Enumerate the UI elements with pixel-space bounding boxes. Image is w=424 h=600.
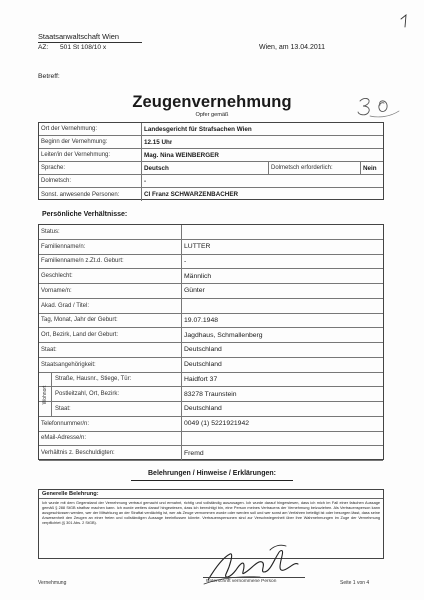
- personal-row-label: Vorname/n:: [41, 287, 72, 294]
- personal-row-label: Familienname/n:: [41, 243, 86, 250]
- instructions-heading: Belehrungen / Hinweise / Erklärungen:: [148, 470, 276, 477]
- personal-row-label: eMail-Adresse/n:: [41, 435, 87, 442]
- personal-row: [39, 299, 383, 314]
- instructions-heading-underline: [131, 480, 293, 481]
- personal-row: [39, 314, 383, 329]
- personal-row-label: Telefonnummer/n:: [41, 420, 90, 427]
- personal-row-value: 83278 Traunstein: [184, 390, 237, 398]
- personal-section-heading: Persönliche Verhältnisse:: [42, 211, 128, 218]
- personal-row-value: 0049 (1) 5221921942: [184, 420, 250, 428]
- hearing-row: [39, 188, 383, 201]
- hearing-row-value: 12.15 Uhr: [144, 138, 173, 146]
- personal-row-label: Postleitzahl, Ort, Bezirk:: [55, 391, 120, 398]
- personal-row-label: Staat:: [41, 346, 57, 353]
- hearing-row-label: Leiter/in der Vernehmung:: [41, 152, 111, 158]
- personal-row-value: [182, 299, 184, 313]
- document-subtitle: Opfer gemäß: [195, 112, 229, 118]
- hearing-row-value: -: [144, 177, 147, 185]
- authority-underline: [38, 42, 142, 43]
- personal-row-label: Geschlecht:: [41, 273, 73, 280]
- personal-row-value: 19.07.1948: [184, 316, 219, 324]
- personal-row-value: [182, 225, 184, 239]
- hearing-row-label: Ort der Vernehmung:: [41, 126, 98, 132]
- hearing-row: [39, 149, 383, 162]
- footer-page-number: Seite 1 von 4: [340, 580, 370, 586]
- az-label: AZ:: [38, 44, 49, 51]
- personal-row-label: Familienname/n z.Zt.d. Geburt:: [41, 258, 124, 265]
- general-instruction-heading: Generelle Belehrung:: [42, 491, 99, 497]
- interpreter-required-value: Nein: [363, 164, 377, 172]
- personal-row-value: Haidfort 37: [184, 375, 218, 383]
- personal-row: [39, 255, 383, 270]
- residence-row: [39, 373, 383, 388]
- hearing-row-label: Beginn der Vernehmung:: [41, 139, 108, 145]
- personal-row-value: LUTTER: [184, 243, 211, 251]
- signature-line: [203, 577, 305, 578]
- hearing-row-label: Sonst. anwesende Personen:: [41, 191, 120, 198]
- document-title: Zeugenvernehmung: [132, 93, 292, 111]
- personal-row: [39, 446, 383, 461]
- personal-row-value: [182, 432, 184, 446]
- hearing-row-value: CI Franz SCHWARZENBACHER: [144, 191, 239, 198]
- residence-row: [39, 385, 383, 405]
- personal-row-value: Deutschland: [184, 361, 222, 369]
- hearing-row: [39, 136, 383, 149]
- personal-row-value: Deutschland: [184, 346, 222, 354]
- personal-row-label: Ort, Bezirk, Land der Geburt:: [41, 332, 119, 339]
- personal-row-label: Verhältnis z. Beschuldigten:: [41, 450, 115, 457]
- personal-row-value: Günter: [184, 287, 205, 295]
- personal-row-label: Akad. Grad / Titel:: [41, 302, 90, 309]
- hearing-row: [39, 162, 383, 175]
- personal-row: [39, 240, 383, 255]
- personal-details-table: [38, 224, 384, 460]
- personal-row: [39, 284, 383, 299]
- personal-row-value: -: [184, 257, 187, 265]
- page-number-mark: [398, 14, 410, 28]
- personal-row-value: Deutschland: [184, 405, 222, 413]
- personal-row-value: Männlich: [184, 272, 212, 280]
- personal-row-value: Jagdhaus, Schmallenberg: [184, 331, 263, 339]
- handwritten-margin-note: [356, 96, 402, 120]
- hearing-row: [39, 175, 383, 188]
- hearing-row-label: Dolmetsch:: [41, 178, 72, 184]
- interpreter-required-label: Dolmetsch erforderlich:: [271, 165, 333, 171]
- signature-caption: Unterschrift vernommene Person: [206, 579, 277, 584]
- hearing-row: [39, 123, 383, 136]
- personal-row: [39, 269, 383, 284]
- general-instruction-divider: [39, 498, 383, 499]
- personal-row-label: Staatsangehörigkeit:: [41, 361, 96, 368]
- personal-row: [39, 328, 383, 343]
- general-instruction-text: Ich wurde mit dem Gegenstand der Vernehmung vertraut gemacht und ermahnt, richtig und vollständig auszusagen. Ich wurde darauf hingewiesen, dass ich mich im Fall einer falschen Aussage gemäß § 288 StGB strafbar machen kann. Ich wurde weiters darauf hingewiesen, dass ich berechtigt bin, eine Person meines Vertrauens der Vernehmung beizuziehen. Als Vertrauensperson kann ausgeschlossen werden, wer der Mitwirkung an der Straftat verdächtig ist, wer als Zeuge vernommen wurde oder werden soll und wer sonst am Verfahren beteiligt ist oder besorgen lässt, dass seine Anwesenheit den Zeugen an einer freien und vollständigen Aussage beeinflussen könnte. Vertrauenspersonen sind zur Verschwiegenheit über ihre Wahrnehmungen im Zuge der Vernehmung verpflichtet (§ 301 Abs. 2 StGB).: [42, 501, 380, 526]
- residence-group-label: Wohnort: [42, 385, 48, 405]
- personal-row-value: Fremd: [184, 449, 204, 457]
- personal-row: [39, 417, 383, 432]
- az-value: 501 St 108/10 x: [60, 44, 107, 51]
- subject-label: Betreff:: [38, 73, 60, 80]
- personal-row-label: Tag, Monat, Jahr der Geburt:: [41, 317, 118, 324]
- personal-row-label: Status:: [41, 228, 60, 235]
- hearing-row-value: Deutsch: [144, 164, 169, 172]
- footer-document-type: Vernehmung: [38, 580, 67, 586]
- authority-name: Staatsanwaltschaft Wien: [38, 32, 119, 41]
- personal-row: [39, 358, 383, 373]
- file-reference: [38, 44, 106, 51]
- hearing-row-value: Mag. Nina WEINBERGER: [144, 151, 219, 159]
- personal-row: [39, 343, 383, 358]
- personal-row: [39, 225, 383, 240]
- personal-row-label: Staat:: [55, 405, 71, 412]
- hearing-details-table: [38, 122, 384, 200]
- residence-row: [39, 402, 383, 417]
- personal-row: [39, 432, 383, 447]
- hearing-row-value: Landesgericht für Strafsachen Wien: [144, 125, 252, 133]
- hearing-row-label: Sprache:: [41, 165, 66, 171]
- residence-group-band: [39, 373, 52, 417]
- personal-row-label: Straße, Hausnr., Stiege, Tür:: [55, 376, 132, 383]
- place-and-date: Wien, am 13.04.2011: [259, 44, 326, 51]
